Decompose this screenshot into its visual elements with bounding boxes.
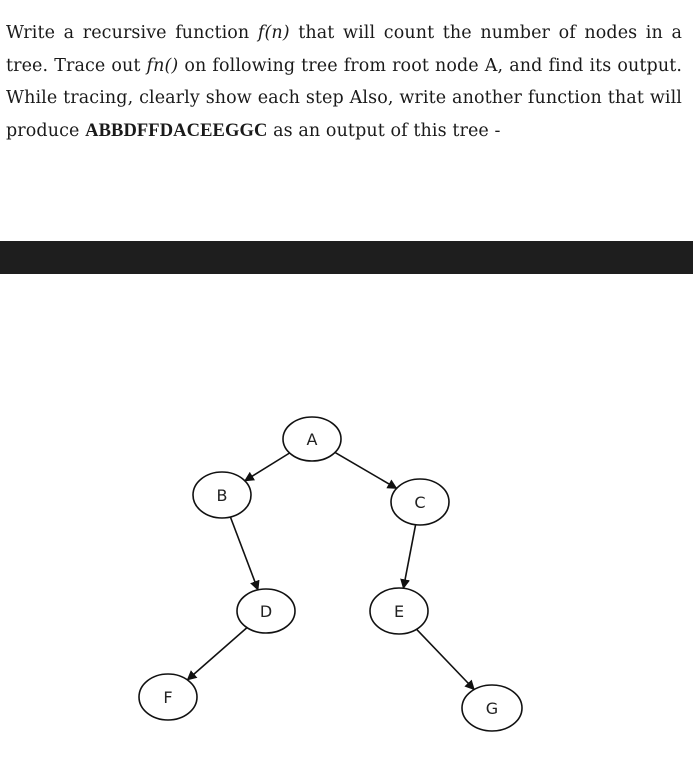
function-name-fn-call: fn() (146, 55, 179, 76)
node-label-d: D (259, 602, 273, 621)
node-g (462, 685, 522, 731)
edge-c-e (403, 525, 415, 589)
edge-a-c (335, 452, 397, 488)
edge-b-d (230, 517, 258, 590)
tree-nodes (139, 417, 522, 731)
edge-d-f (187, 628, 247, 680)
node-label-b: B (216, 486, 228, 505)
node-d (237, 589, 295, 633)
target-output-sequence: ABBDFFDACEEGGC (85, 120, 268, 141)
node-f (139, 674, 197, 720)
node-b (193, 472, 251, 518)
question-part-2: that will count the number of nodes in a tree. Trace out (6, 23, 683, 76)
question-part-4: as an output of this tree - (267, 120, 501, 141)
node-e (370, 588, 428, 634)
node-a (283, 417, 341, 461)
node-label-f: F (163, 688, 173, 707)
node-label-g: G (485, 699, 499, 718)
node-label-c: C (414, 493, 426, 512)
edge-e-g (417, 629, 475, 689)
question-part-3: on following tree from root node A, and find its output. While tracing, clearly show each step Also, write another function that will produce (6, 55, 682, 141)
node-label-e: E (393, 602, 405, 621)
function-name-fn: f(n) (257, 23, 290, 43)
edge-a-b (245, 453, 290, 481)
node-label-a: A (306, 430, 318, 449)
node-c (391, 479, 449, 525)
question-part-1: Write a recursive function (6, 23, 258, 43)
